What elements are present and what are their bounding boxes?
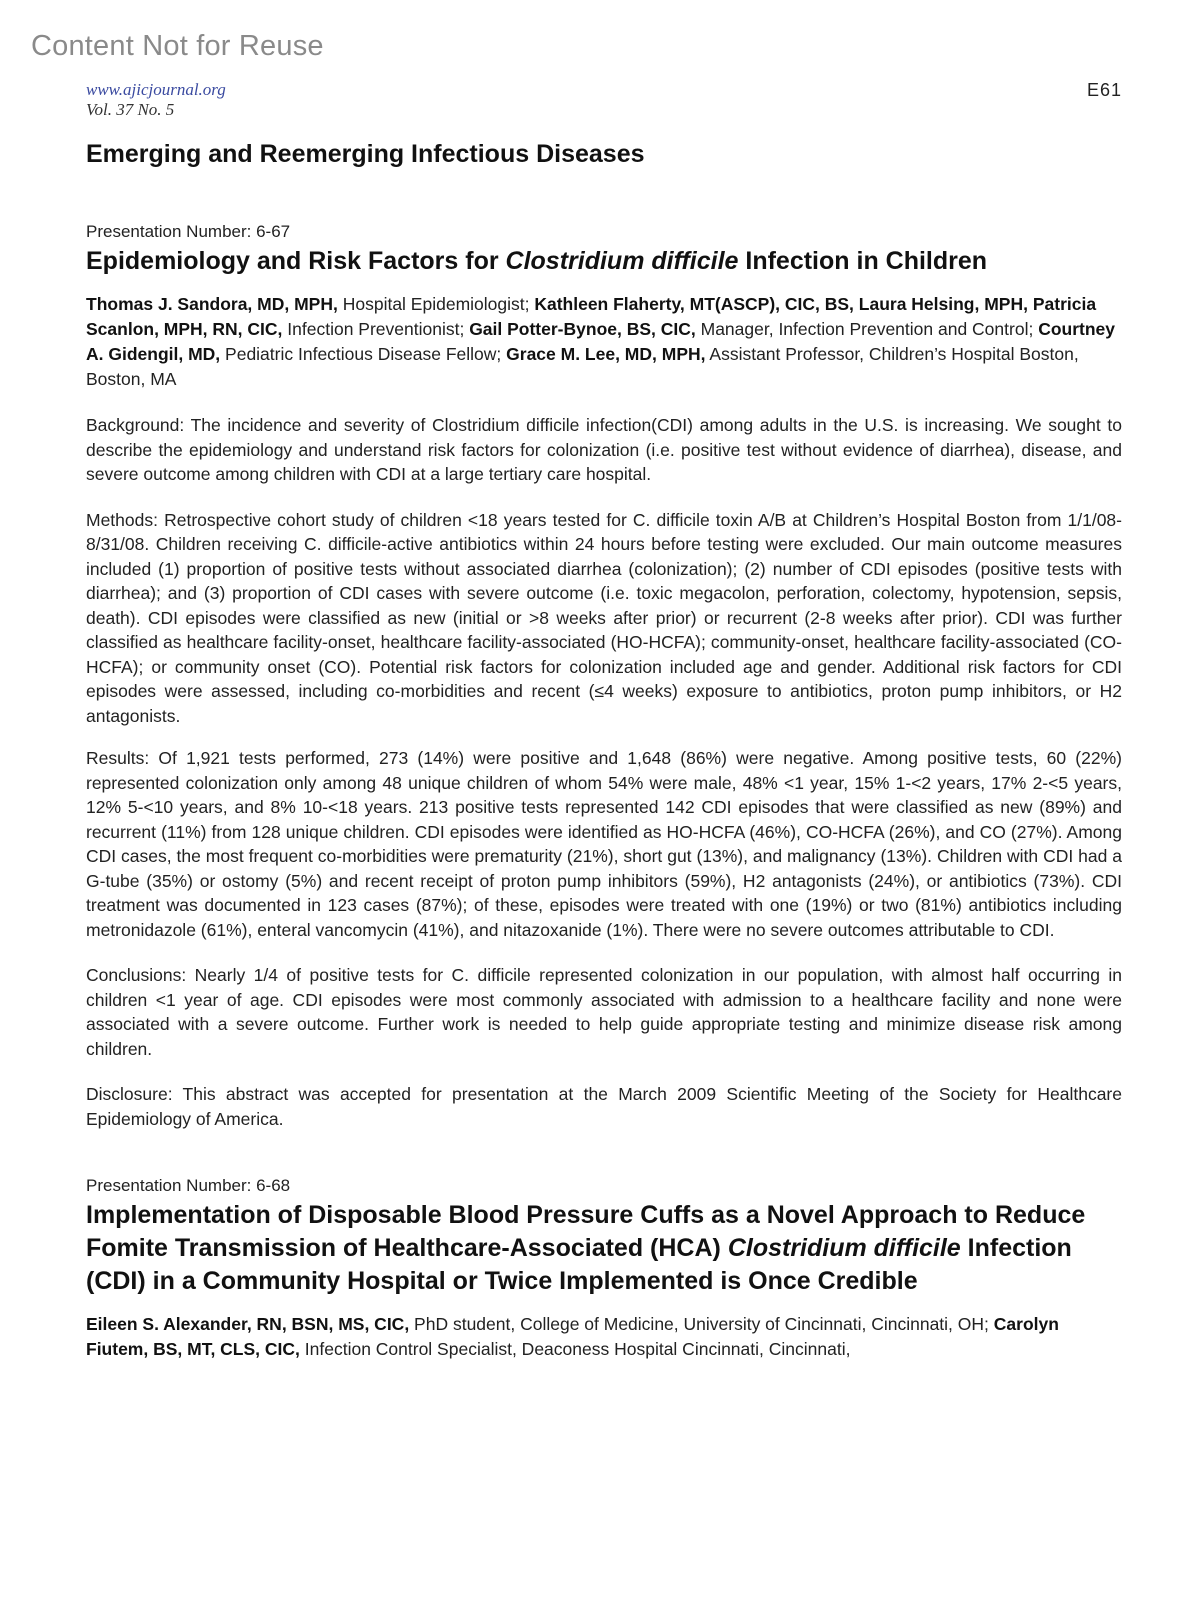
presentation-number: Presentation Number: 6-68 — [86, 1176, 291, 1195]
disclosure-paragraph: Disclosure: This abstract was accepted for presentation at the March 2009 Scientific Meeting of the Society for Healthcare Epidemiology of America. — [86, 1084, 1122, 1129]
methods-paragraph: Methods: Retrospective cohort study of children <18 years tested for C. difficile toxin A/B at Children’s Hospital Boston from 1/1/08-8/31/08. Children receiving C. difficile-active antibiotics within 24 hours before testing were excluded. Our main outcome measures included (1) proportion of positive tests without associated diarrhea (colonization); (2) number of CDI episodes (positive tests with diarrhea); and (3) proportion of CDI cases with severe outcome (i.e. toxic megacolon, perforation, colectomy, hypotension, sepsis, death). CDI episodes were classified as new (initial or >8 weeks after prior) or recurrent (2-8 weeks after prior). CDI was further classified as healthcare facility-onset, healthcare facility-associated (HO-HCFA); community-onset, healthcare facility-associated (CO-HCFA); or community onset (CO). Potential risk factors for colonization included age and gender. Additional risk factors for CDI episodes were assessed, including co-morbidities and recent (≤4 weeks) exposure to antibiotics, proton pump inhibitors, or H2 antagonists. — [86, 509, 1122, 726]
author-affiliation: Manager, Infection Prevention and Control; — [695, 319, 1039, 339]
conclusions-paragraph: Conclusions: Nearly 1/4 of positive tests for C. difficile represented colonization in our population, with almost half occurring in children <1 year of age. CDI episodes were most commonly associated with admission to a healthcare facility and none were associated with a severe outcome. Further work is needed to help guide appropriate testing and minimize disease risk among children. — [86, 965, 1122, 1059]
author-affiliation: Assistant Professor, Children’s Hospital Boston, Boston, MA — [86, 344, 1079, 389]
author-list — [86, 292, 1122, 392]
title-italic-organism: Clostridium difficile — [505, 247, 739, 275]
title-text: Epidemiology and Risk Factors for — [86, 247, 506, 275]
author-affiliation: Pediatric Infectious Disease Fellow; — [220, 344, 507, 364]
title-italic-organism: Clostridium difficile — [727, 1234, 961, 1262]
author-name: Courtney A. Gidengil, MD, — [86, 319, 1115, 364]
page-number: E61 — [1086, 80, 1122, 100]
author-name: Eileen S. Alexander, RN, BSN, MS, CIC, — [86, 1314, 410, 1334]
author-name: Carolyn Fiutem, BS, MT, CLS, CIC, — [86, 1314, 1059, 1359]
journal-page — [86, 80, 1122, 1362]
author-affiliation: Infection Control Specialist, Deaconess Hospital Cincinnati, Cincinnati, — [299, 1339, 851, 1359]
journal-header — [86, 80, 1122, 124]
presentation-number: Presentation Number: 6-67 — [86, 222, 291, 241]
author-affiliation: Infection Preventionist; — [282, 319, 470, 339]
abstract-6-67 — [86, 221, 1122, 1131]
author-name: Grace M. Lee, MD, MPH, — [506, 344, 706, 364]
author-name: Kathleen Flaherty, MT(ASCP), CIC, BS, Laura Helsing, MPH, Patricia Scanlon, MPH, RN, CIC, — [86, 294, 1097, 339]
background-paragraph: Background: The incidence and severity of Clostridium difficile infection(CDI) among adults in the U.S. is increasing. We sought to describe the epidemiology and understand risk factors for colonization (i.e. positive test without evidence of diarrhea), disease, and severe outcome among children with CDI at a large tertiary care hospital. — [86, 415, 1122, 484]
author-affiliation: Hospital Epidemiologist; — [337, 294, 535, 314]
article-title — [86, 245, 1122, 278]
watermark: Content Not for Reuse — [31, 30, 324, 62]
journal-url-link[interactable]: www.ajicjournal.org — [86, 80, 226, 99]
title-text: Implementation of Disposable Blood Pressure Cuffs as a Novel Approach to Reduce Fomite Transmission of Healthcare-Associated (HCA) — [86, 1201, 1086, 1262]
abstract-6-68 — [86, 1175, 1122, 1362]
author-list — [86, 1312, 1122, 1362]
journal-volume: Vol. 37 No. 5 — [86, 100, 175, 119]
results-paragraph: Results: Of 1,921 tests performed, 273 (14%) were positive and 1,648 (86%) were negative. Among positive tests, 60 (22%) represented colonization only among 48 unique children of whom 54% were male, 48% <1 year, 15% 1-<2 years, 17% 2-<5 years, 12% 5-<10 years, and 8% 10-<18 years. 213 positive tests represented 142 CDI episodes that were classified as new (89%) and recurrent (11%) from 128 unique children. CDI episodes were identified as HO-HCFA (46%), CO-HCFA (26%), and CO (27%). Among CDI cases, the most frequent co-morbidities were prematurity (21%), short gut (13%), and malignancy (13%). Children with CDI had a G-tube (35%) or ostomy (5%) and recent receipt of proton pump inhibitors (59%), H2 antagonists (24%), or antibiotics (73%). CDI treatment was documented in 123 cases (87%); of these, episodes were treated with one (19%) or two (81%) antibiotics including metronidazole (61%), enteral vancomycin (41%), and nitazoxanide (1%). There were no severe outcomes attributable to CDI. — [86, 748, 1122, 940]
author-affiliation: PhD student, College of Medicine, University of Cincinnati, Cincinnati, OH; — [409, 1314, 994, 1334]
author-name: Thomas J. Sandora, MD, MPH, — [86, 294, 338, 314]
article-title — [86, 1199, 1122, 1298]
section-title: Emerging and Reemerging Infectious Diseases — [86, 140, 645, 168]
title-text: Infection in Children — [738, 247, 988, 275]
author-name: Gail Potter-Bynoe, BS, CIC, — [469, 319, 696, 339]
title-text: Infection (CDI) in a Community Hospital or Twice Implemented is Once Credible — [86, 1234, 1072, 1295]
